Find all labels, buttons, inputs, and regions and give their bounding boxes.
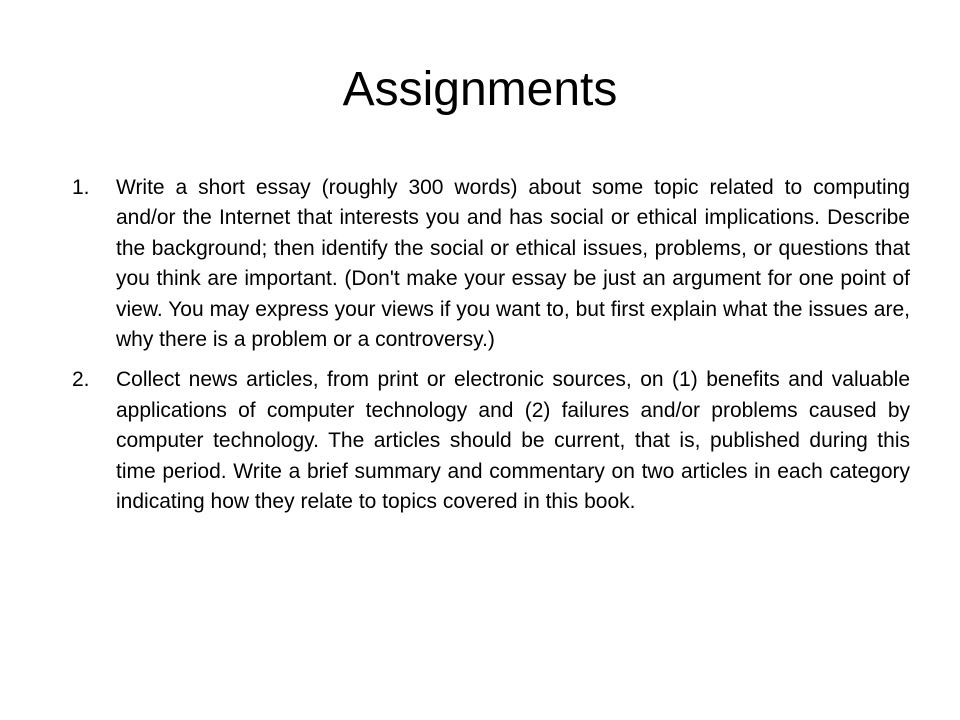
assignment-item-1: [72, 173, 910, 355]
assignment-text: Collect news articles, from print or electronic sources, on (1) benefits and valuable applications of computer technology and (2) failures and/or problems caused by computer technology. The articles should be current, that is, published during this time period. Write a brief summary and commentary on two articles in each category indicating how they relate to topics covered in this book.: [116, 368, 910, 514]
assignment-number: 1.: [72, 176, 90, 199]
assignment-text: Write a short essay (roughly 300 words) about some topic related to computing and/or the Internet that interests you and has social or ethical implications. Describe the background; then identify the social or ethical issues, problems, or questions that you think are important. (Don't make your essay be just an argument for one point of view. You may express your views if you want to, but first explain what the issues are, why there is a problem or a controversy.): [116, 176, 910, 352]
assignment-number: 2.: [72, 368, 90, 392]
assignment-item-2: [72, 365, 910, 517]
assignment-list: [72, 173, 910, 527]
slide-title: Assignments: [342, 63, 618, 116]
